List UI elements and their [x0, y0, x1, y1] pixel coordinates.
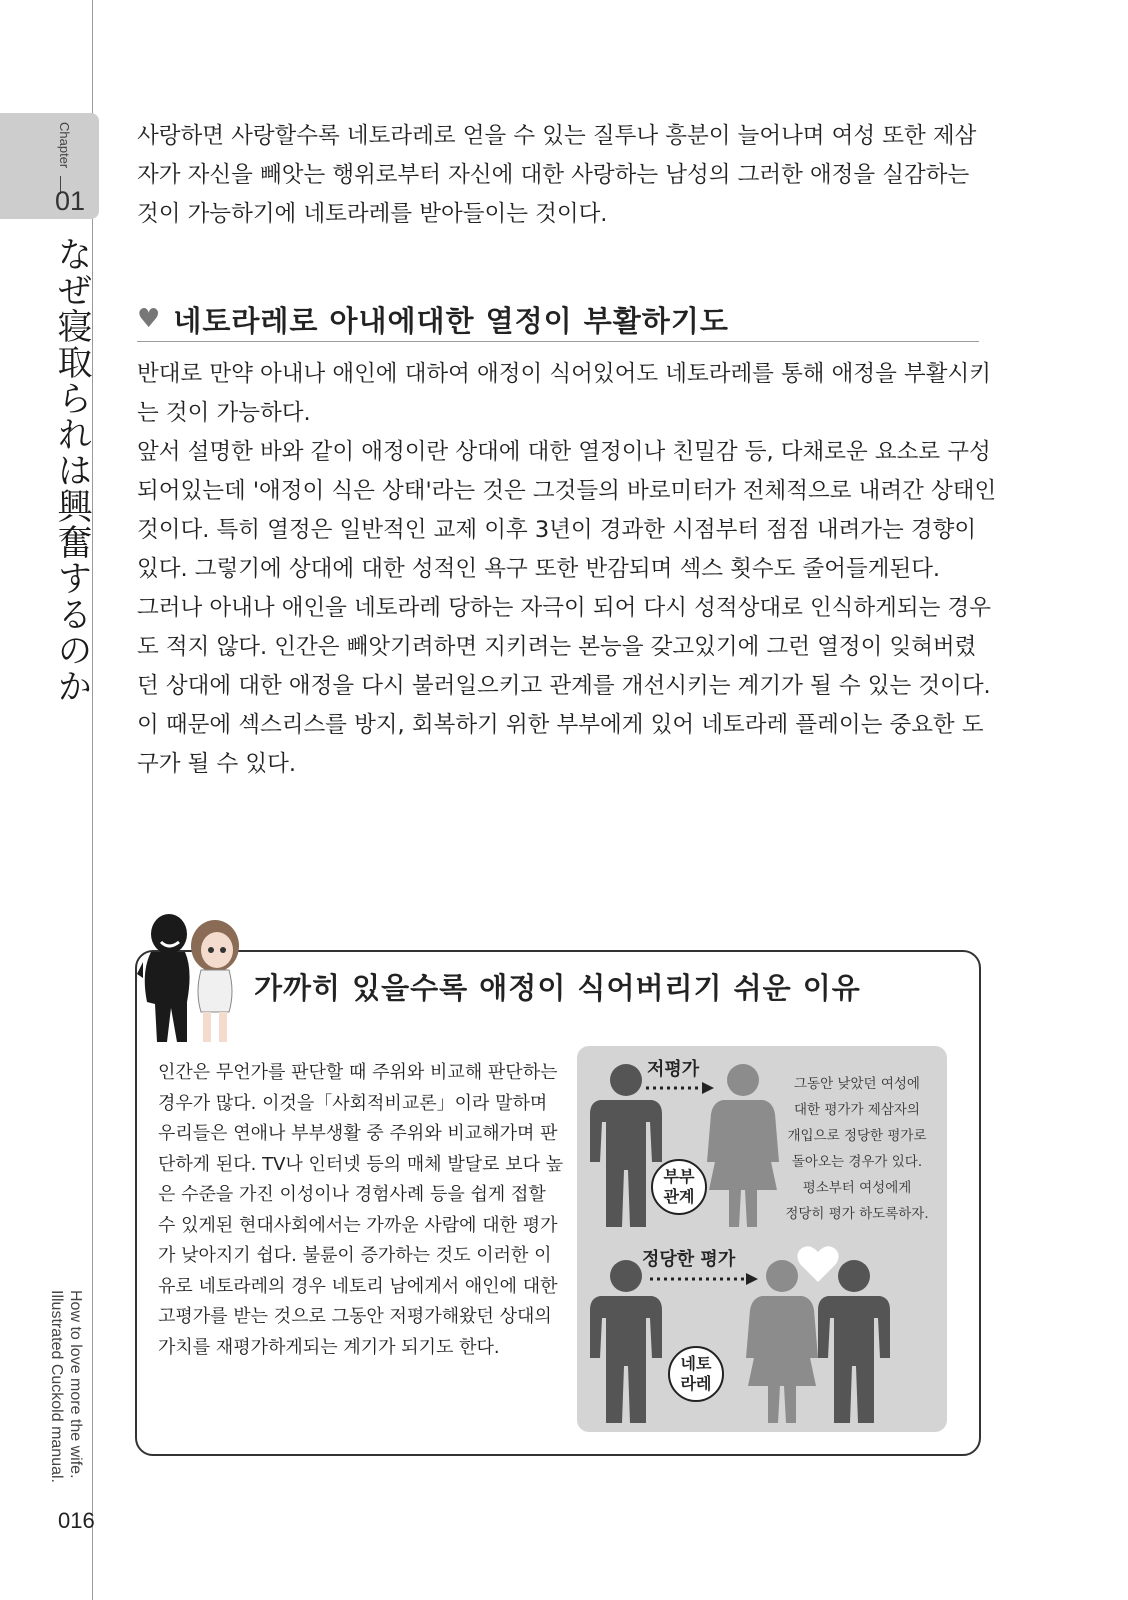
man-head [151, 914, 187, 954]
box-title: 가까히 있을수록 애정이 식어버리기 쉬운 이유 [254, 971, 861, 1005]
heart-icon [796, 1244, 840, 1284]
chapter-label: Chapter [57, 122, 72, 169]
girl-body [198, 970, 232, 1012]
section-heading-text: 네토라레로 아내에대한 열정이 부활하기도 [173, 303, 729, 338]
box-text [158, 1058, 568, 1363]
girl-face [201, 932, 233, 968]
badge-line: 네토 [680, 1354, 712, 1373]
diagram-caption [762, 1071, 952, 1227]
low-evaluation-label: 저평가 [647, 1059, 700, 1080]
netorare-badge [668, 1346, 724, 1402]
arrow-bottom [650, 1271, 760, 1287]
section-heading [137, 297, 979, 342]
caption-line: 정당히 평가 하도록하자. [785, 1206, 929, 1222]
body-paragraph: 반대로 만약 아내나 애인에 대하여 애정이 식어있어도 네토라레를 통해 애정을 부활시키는 것이 가능하다. [137, 361, 991, 426]
section-body [137, 355, 997, 784]
intro-paragraph: 사랑하면 사랑할수록 네토라레로 얻을 수 있는 질투나 흥분이 늘어나며 여성 또한 제삼자가 자신을 빼앗는 행위로부터 자신에 대한 사랑하는 남성의 그러한 애정을 실감하는 것이 가능하기에 네토라레를 받아들이는 것이다. [137, 123, 977, 227]
body-paragraph: 그러나 아내나 애인을 네토라레 당하는 자극이 되어 다시 성적상대로 인식하게되는 경우도 적지 않다. 인간은 빼앗기려하면 지키려는 본능을 갖고있기에 그런 열정이 잊혀버렸던 상대에 대한 애정을 다시 불러일으키고 관계를 개선시키는 계기가 될 수 있는 것이다. [137, 595, 991, 699]
badge-line: 라레 [680, 1374, 712, 1393]
body-paragraph: 이 때문에 섹스리스를 방지, 회복하기 위한 부부에게 있어 네토라레 플레이는 중요한 도구가 될 수 있다. [137, 712, 984, 777]
chapter-number: 01 [55, 186, 86, 216]
caption-line: 평소부터 여성에게 [802, 1180, 912, 1196]
arrow-top [646, 1080, 716, 1096]
fair-evaluation-label: 정당한 평가 [642, 1249, 736, 1270]
caption-line: 돌아오는 경우가 있다. [791, 1154, 923, 1170]
body-paragraph: 앞서 설명한 바와 같이 애정이란 상대에 대한 열정이나 친밀감 등, 다채로운 요소로 구성되어있는데 '애정이 식은 상태'라는 것은 그것들의 바로미터가 전체적으로 내려간 상태인 것이다. 특히 열정은 일반적인 교제 이후 3년이 경과한 시점부터 점점 내려가는 경향이 있다. 그렇기에 상대에 대한 성적인 욕구 또한 반감되며 섹스 횟수도 줄어들게된다. [137, 439, 997, 582]
couple-illustration [137, 912, 247, 1052]
badge-line: 관계 [663, 1187, 695, 1206]
caption-line: 그동안 낮았던 여성에 [794, 1076, 920, 1092]
book-title-line2: Illustrated Cuckold manual. [48, 1290, 65, 1483]
page-number: 016 [58, 1508, 95, 1533]
chapter-title: なぜ寝取られは興奮するのか [52, 236, 92, 704]
book-title-line1: How to love more the wife. [67, 1290, 84, 1479]
badge-line: 부부 [663, 1167, 695, 1186]
book-title [47, 1290, 85, 1483]
caption-line: 대한 평가가 제삼자의 [794, 1102, 920, 1118]
box-paragraph: 인간은 무언가를 판단할 때 주위와 비교해 판단하는 경우가 많다. 이것을「사회적비교론」이라 말하며 우리들은 연애나 부부생활 중 주위와 비교해가며 판단하게 된다. TV나 인터넷 등의 매체 발달로 보다 높은 수준을 가진 이성이나 경험사례 등을 쉽게 접할 수 있게된 현대사회에서는 가까운 사람에 대한 평가가 낮아지기 쉽다. 불륜이 증가하는 것도 이러한 이유로 네토라레의 경우 네토리 남에게서 애인에 대한 고평가를 받는 것으로 그동안 저평가해왔던 상대의 가치를 재평가하게되는 계기가 되기도 한다. [158, 1062, 564, 1358]
couple-relationship-badge [651, 1159, 707, 1215]
heart-icon: ♥ [137, 304, 162, 334]
man-body [145, 952, 190, 1042]
caption-line: 개입으로 정당한 평가로 [787, 1128, 927, 1144]
